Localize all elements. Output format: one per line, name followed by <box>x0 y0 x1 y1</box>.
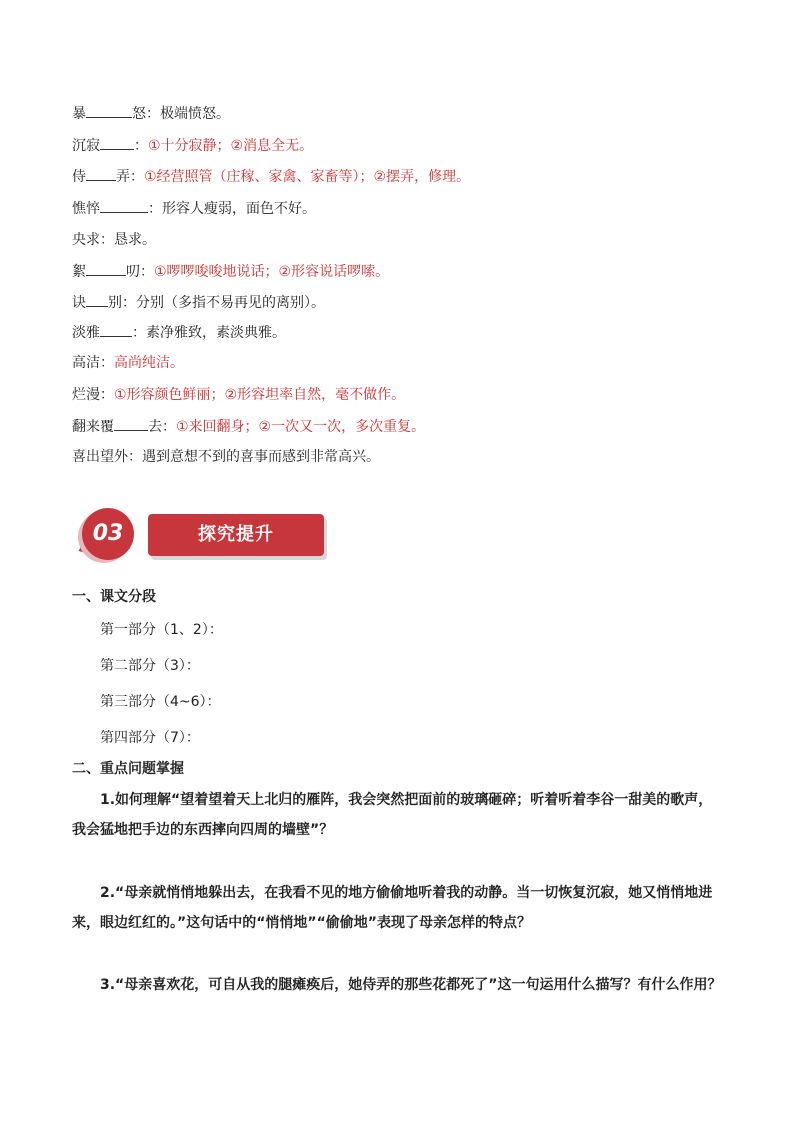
vocab-item <box>72 353 184 373</box>
vocab-item <box>72 135 313 156</box>
vocab-word: 诀 <box>72 295 86 311</box>
vocab-definition: 形容人瘦弱，面色不好。 <box>162 201 316 217</box>
vocab-word-suffix: ： <box>132 325 146 341</box>
vocab-word: 絮 <box>72 264 86 280</box>
fill-blank <box>114 416 148 431</box>
vocab-item <box>72 322 286 343</box>
vocab-item <box>72 166 470 187</box>
vocab-word: 央求： <box>72 232 114 248</box>
vocab-word: 沉寂 <box>72 138 100 154</box>
fill-blank <box>86 292 108 307</box>
vocab-word-suffix: 弄： <box>116 169 144 185</box>
vocab-item <box>72 261 389 282</box>
fill-blank <box>100 198 148 213</box>
vocab-word: 暴 <box>72 106 86 122</box>
vocab-word-suffix: 别： <box>108 295 136 311</box>
vocab-word-suffix: 叨： <box>126 264 154 280</box>
vocab-word-suffix: ： <box>134 138 148 154</box>
fill-blank <box>86 166 116 181</box>
vocab-item <box>72 416 425 437</box>
vocab-definition: 恳求。 <box>114 232 156 248</box>
fill-blank <box>100 322 132 337</box>
vocab-word: 烂漫： <box>72 387 114 403</box>
vocab-definition: 高尚纯洁。 <box>114 355 184 371</box>
section-title: 探究提升 <box>198 524 274 545</box>
vocab-item <box>72 385 405 405</box>
section-badge <box>78 506 328 564</box>
vocab-item <box>72 292 325 313</box>
vocab-definition: 极端愤怒。 <box>160 106 230 122</box>
vocab-word: 憔悴 <box>72 201 100 217</box>
vocab-item <box>72 230 156 250</box>
vocab-word-suffix: 怒： <box>132 106 160 122</box>
section-number: 03 <box>92 521 124 546</box>
heading-paragraph-division: 一、课文分段 <box>72 589 156 605</box>
fill-blank <box>86 261 126 276</box>
part-item: 第一部分（1、2）： <box>100 622 223 638</box>
vocab-definition: ①来回翻身；②一次又一次，多次重复。 <box>176 419 426 435</box>
vocab-word-suffix: 去： <box>148 419 176 435</box>
vocab-item <box>72 447 380 467</box>
part-item: 第四部分（7）： <box>100 730 200 746</box>
vocab-word: 侍 <box>72 169 86 185</box>
vocab-item <box>72 103 230 124</box>
vocab-definition: 遇到意想不到的喜事而感到非常高兴。 <box>142 449 380 465</box>
question-item <box>72 970 722 1000</box>
vocab-item <box>72 198 316 219</box>
vocab-definition: 分别（多指不易再见的离别）。 <box>136 295 325 311</box>
vocab-definition: ①经营照管（庄稼、家禽、家畜等）；②摆弄，修理。 <box>144 169 471 185</box>
heading-key-questions: 二、重点问题掌握 <box>72 761 184 777</box>
vocab-definition: 素净雅致，素淡典雅。 <box>146 325 286 341</box>
part-item: 第二部分（3）： <box>100 658 200 674</box>
question-text: 3.“母亲喜欢花，可自从我的腿瘫痪后，她侍弄的那些花都死了”这一句运用什么描写？有什么作用？ <box>100 977 722 993</box>
part-item: 第三部分（4~6）： <box>100 694 221 710</box>
question-item <box>72 878 722 938</box>
question-text: 1.如何理解“望着望着天上北归的雁阵，我会突然把面前的玻璃砸碎；听着听着李谷一甜美的歌声，我会猛地把手边的东西摔向四周的墙壁”？ <box>72 792 713 838</box>
vocab-word: 喜出望外： <box>72 449 142 465</box>
fill-blank <box>86 103 132 118</box>
vocab-definition: ①十分寂静；②消息全无。 <box>148 138 314 154</box>
vocab-word: 淡雅 <box>72 325 100 341</box>
vocab-definition: ①啰啰唆唆地说话；②形容说话啰嗦。 <box>154 264 390 280</box>
question-item <box>72 785 722 845</box>
vocab-word-suffix: ： <box>148 201 162 217</box>
question-text: 2.“母亲就悄悄地躲出去，在我看不见的地方偷偷地听着我的动静。当一切恢复沉寂，她又悄悄地进来，眼边红红的。”这句话中的“悄悄地”“偷偷地”表现了母亲怎样的特点？ <box>72 885 713 931</box>
vocab-word: 翻来覆 <box>72 419 114 435</box>
vocab-word: 高洁： <box>72 355 114 371</box>
vocab-definition: ①形容颜色鲜丽；②形容坦率自然，毫不做作。 <box>114 387 406 403</box>
fill-blank <box>100 135 134 150</box>
